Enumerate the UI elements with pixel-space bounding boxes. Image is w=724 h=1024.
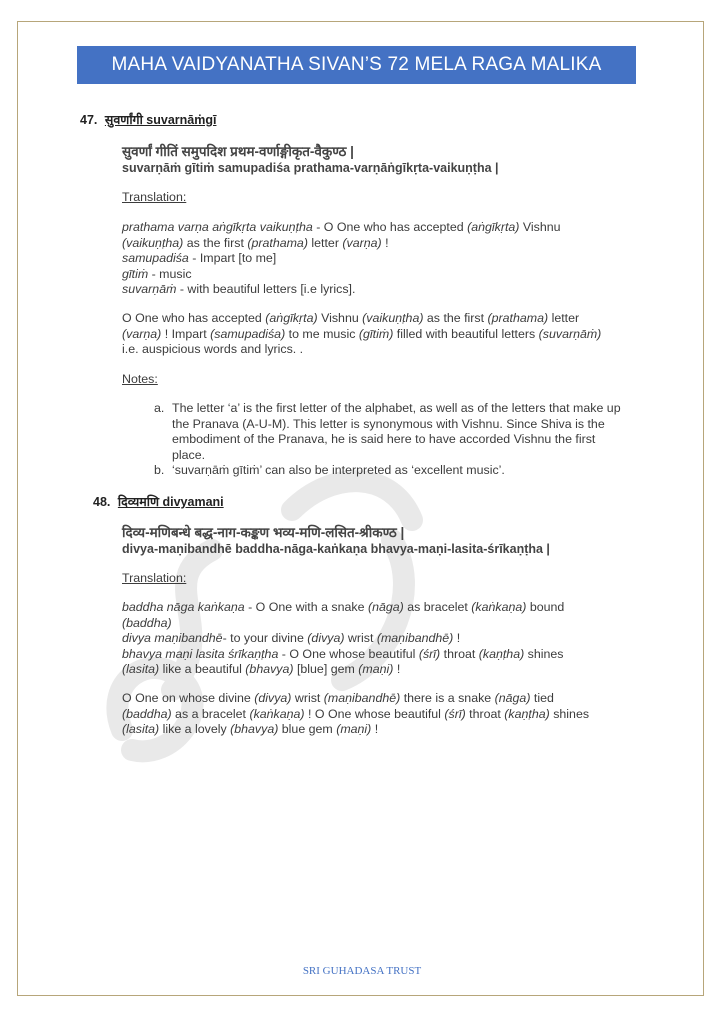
section-47-gloss — [122, 220, 620, 298]
gloss-line: (lasita) like a beautiful (bhavya) [blue] gem (maṇi) ! — [122, 662, 401, 676]
raga-name: सुवर्णांगी suvarnāṁgī — [104, 113, 217, 127]
gloss-line: gītiṁ - music — [122, 266, 192, 281]
section-48-verse — [122, 524, 550, 557]
page-title-banner — [77, 46, 636, 84]
gloss-line: (baddha) — [122, 615, 172, 630]
verse-roman: divya-maṇibandhē baddha-nāga-kaṅkaṇa bhavya-maṇi-lasita-śrīkaṇṭha | — [122, 542, 550, 556]
footer-text: SRI GUHADASA TRUST — [302, 965, 422, 977]
gloss-line: samupadiśa - Impart [to me] — [122, 251, 277, 265]
gloss-line: divya maṇibandhē- to your divine (divya) wrist (maṇibandhē) ! — [122, 631, 461, 645]
section-47-verse — [122, 143, 499, 176]
translation-label: Translation: — [122, 190, 187, 204]
list-item: b. ‘suvarṇāṁ gītiṁ’ can also be interpreted as ‘excellent music’. — [154, 463, 505, 477]
list-item: a. The letter ‘a’ is the first letter of the alphabet, as well as of the letters that make up the Pranava (A-U-M). This letter is synonymous with Vishnu. Since Shiva is the embodiment of the Pranava, he is said here to have accorded Vishnu the first place. — [154, 401, 621, 462]
section-number: 47. — [80, 113, 98, 127]
section-47-heading — [80, 111, 216, 128]
section-48-heading — [93, 493, 224, 510]
gloss-line: (vaikuṇṭha) as the first (prathama) letter (varṇa) ! — [122, 235, 389, 250]
gloss-line: suvarṇāṁ - with beautiful letters [i.e lyrics]. — [122, 282, 356, 296]
gloss-line: bhavya maṇi lasita śrīkaṇṭha - O One whose beautiful (śrī) throat (kaṇṭha) shines — [122, 646, 564, 661]
section-48-gloss — [122, 600, 620, 678]
section-47-paragraph: O One who has accepted (aṅgīkṛta) Vishnu (vaikuṇṭha) as the first (prathama) letter (varṇa) ! Impart (samupadiśa) to me music (gītiṁ) filled with beautiful letters (suvarṇāṁ) i.e. auspicious words and lyrics. . — [122, 311, 602, 356]
verse-devanagari: दिव्य-मणिबन्धे बद्ध-नाग-कङ्कण भव्य-मणि-लसित-श्रीकण्ठ | — [122, 525, 405, 540]
verse-devanagari: सुवर्णां गीतिं समुपदिश प्रथम-वर्णाङ्गीकृत-वैकुण्ठ | — [122, 144, 354, 159]
verse-roman: suvarṇāṁ gītiṁ samupadiśa prathama-varṇāṅgīkṛta-vaikuṇṭha | — [122, 161, 499, 175]
gloss-line: prathama varṇa aṅgīkṛta vaikuṇṭha - O One who has accepted (aṅgīkṛta) Vishnu — [122, 220, 561, 234]
gloss-line: baddha nāga kaṅkaṇa - O One with a snake (nāga) as bracelet (kaṅkaṇa) bound — [122, 600, 565, 614]
translation-label: Translation: — [122, 571, 187, 585]
section-number: 48. — [93, 495, 111, 509]
notes-list — [150, 401, 624, 479]
notes-label: Notes: — [122, 372, 158, 386]
raga-name: दिव्यमणि divyamani — [117, 495, 224, 509]
section-48-paragraph: O One on whose divine (divya) wrist (maṇibandhē) there is a snake (nāga) tied (baddha) as a bracelet (kaṅkaṇa) ! O One whose beautiful (śrī) throat (kaṇṭha) shines (lasita) like a lovely (bhavya) blue gem (maṇi) ! — [122, 691, 590, 736]
page-title: MAHA VAIDYANATHA SIVAN’S 72 MELA RAGA MALIKA — [111, 54, 602, 75]
